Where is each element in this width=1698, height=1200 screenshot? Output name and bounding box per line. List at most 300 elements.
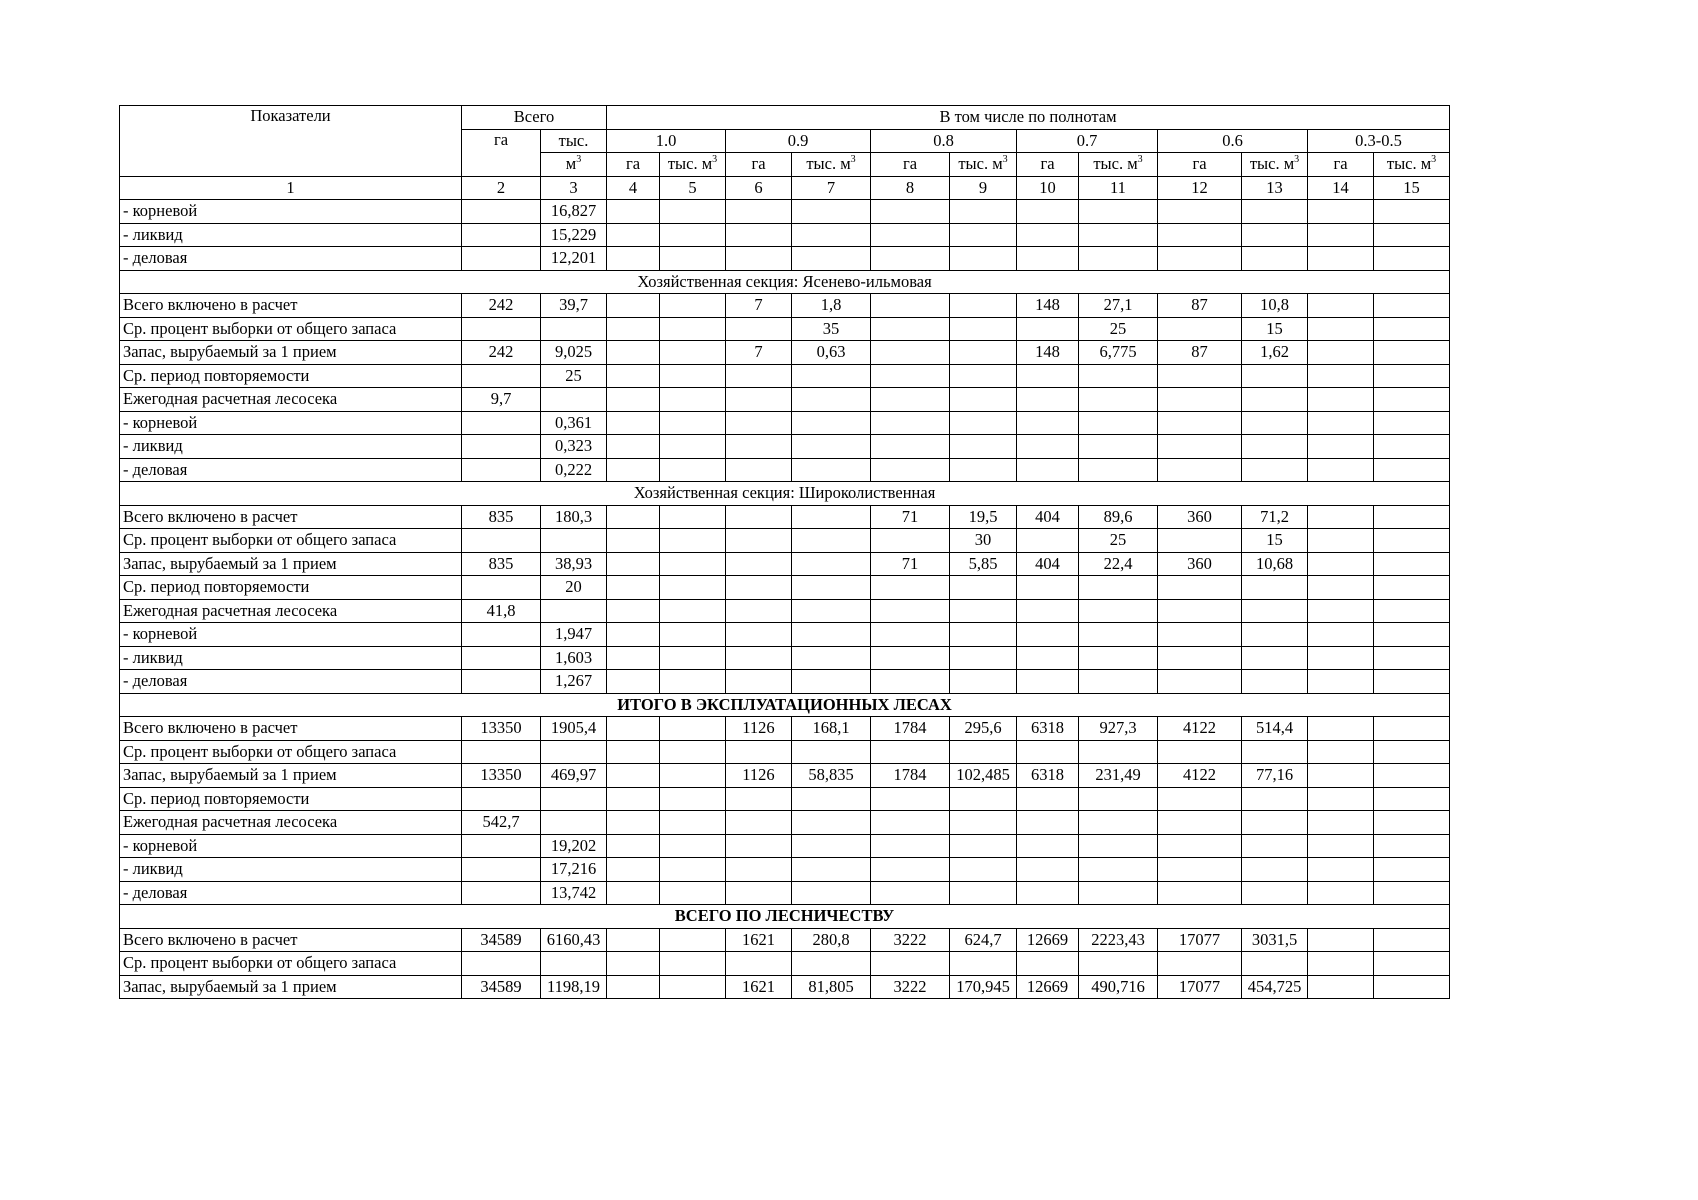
table-cell [660, 599, 726, 623]
table-cell [1158, 858, 1242, 882]
table-cell [1158, 670, 1242, 694]
table-cell [950, 599, 1017, 623]
table-cell [660, 552, 726, 576]
table-cell [1017, 247, 1079, 271]
table-cell [1242, 599, 1308, 623]
table-cell: 1,603 [541, 646, 607, 670]
table-cell: 180,3 [541, 505, 607, 529]
subheader-tys-m3 [950, 153, 1017, 177]
table-cell [950, 811, 1017, 835]
table-cell: 12669 [1017, 928, 1079, 952]
table-cell: 1784 [871, 717, 950, 741]
table-row [120, 952, 1450, 976]
table-cell [726, 834, 792, 858]
table-cell [726, 670, 792, 694]
table-cell [1242, 458, 1308, 482]
table-cell [1374, 200, 1450, 224]
table-row [120, 388, 1450, 412]
table-cell: 58,835 [792, 764, 871, 788]
table-cell [792, 435, 871, 459]
table-cell [607, 928, 660, 952]
table-cell: 295,6 [950, 717, 1017, 741]
table-cell [950, 247, 1017, 271]
table-cell [950, 317, 1017, 341]
row-label: Запас, вырубаемый за 1 прием [120, 975, 462, 999]
table-cell [660, 740, 726, 764]
row-label: - деловая [120, 247, 462, 271]
table-cell: 1126 [726, 764, 792, 788]
table-cell: 148 [1017, 294, 1079, 318]
table-cell [726, 576, 792, 600]
table-cell [1374, 505, 1450, 529]
table-cell [950, 411, 1017, 435]
table-cell: 835 [462, 552, 541, 576]
table-cell [1017, 529, 1079, 553]
header-total-m3: $м^3$ [541, 153, 607, 177]
table-cell [950, 670, 1017, 694]
table-cell [1158, 646, 1242, 670]
table-cell: 3031,5 [1242, 928, 1308, 952]
table-row [120, 881, 1450, 905]
table-cell [1308, 952, 1374, 976]
table-cell [871, 670, 950, 694]
table-cell [1242, 670, 1308, 694]
table-cell [1079, 200, 1158, 224]
table-row [120, 529, 1450, 553]
table-cell [871, 247, 950, 271]
table-cell [1308, 858, 1374, 882]
table-cell [1374, 952, 1450, 976]
table-cell [1158, 388, 1242, 412]
table-cell [792, 787, 871, 811]
table-cell [726, 223, 792, 247]
table-cell [1079, 811, 1158, 835]
table-cell [1308, 928, 1374, 952]
table-cell [1079, 388, 1158, 412]
table-cell [462, 858, 541, 882]
table-cell [607, 505, 660, 529]
table-row [120, 623, 1450, 647]
table-cell: 6318 [1017, 717, 1079, 741]
table-cell: 1,267 [541, 670, 607, 694]
table-cell [660, 646, 726, 670]
table-cell [1308, 317, 1374, 341]
table-cell [1308, 787, 1374, 811]
table-cell [1242, 834, 1308, 858]
table-row [120, 834, 1450, 858]
table-row [120, 787, 1450, 811]
table-cell: 404 [1017, 505, 1079, 529]
table-cell [660, 458, 726, 482]
table-cell [660, 247, 726, 271]
table-row [120, 317, 1450, 341]
table-cell [1242, 200, 1308, 224]
table-cell [1017, 670, 1079, 694]
table-cell [726, 200, 792, 224]
table-cell [1374, 435, 1450, 459]
column-number: 3 [541, 176, 607, 200]
row-label: - корневой [120, 200, 462, 224]
subheader-tys-m3 [1242, 153, 1308, 177]
table-cell [1158, 787, 1242, 811]
table-cell [792, 458, 871, 482]
superscript-3: 3 [1002, 154, 1008, 166]
subheader-tys-m3 [792, 153, 871, 177]
table-cell [1242, 364, 1308, 388]
table-cell [607, 341, 660, 365]
table-cell [1308, 458, 1374, 482]
table-cell [871, 223, 950, 247]
table-cell [950, 646, 1017, 670]
table-cell: 1621 [726, 975, 792, 999]
table-cell [1242, 247, 1308, 271]
row-label: Ср. процент выборки от общего запаса [120, 317, 462, 341]
table-cell [1017, 623, 1079, 647]
table-cell [660, 811, 726, 835]
column-number: 9 [950, 176, 1017, 200]
table-cell [1242, 740, 1308, 764]
table-cell [607, 576, 660, 600]
table-cell [726, 388, 792, 412]
table-cell [1017, 811, 1079, 835]
table-cell: 27,1 [1079, 294, 1158, 318]
table-cell [1374, 834, 1450, 858]
table-row [120, 552, 1450, 576]
table-row [120, 646, 1450, 670]
table-cell [541, 317, 607, 341]
table-cell [1079, 787, 1158, 811]
table-cell: 6160,43 [541, 928, 607, 952]
table-cell [726, 552, 792, 576]
table-cell [950, 458, 1017, 482]
row-label: - деловая [120, 881, 462, 905]
header-group-0-8: 0.8 [871, 129, 1017, 153]
column-number: 10 [1017, 176, 1079, 200]
table-cell: 15 [1242, 317, 1308, 341]
table-cell [1242, 623, 1308, 647]
table-cell [871, 341, 950, 365]
superscript-3: 3 [1294, 154, 1300, 166]
table-cell [1308, 529, 1374, 553]
table-cell [660, 670, 726, 694]
subheader-tys-m3 [1374, 153, 1450, 177]
header-vsego: Всего [462, 106, 607, 130]
table-cell [660, 505, 726, 529]
table-cell [607, 529, 660, 553]
subheader-ga: га [726, 153, 792, 177]
table-cell [726, 435, 792, 459]
subheader-tys-m3-text: тыс. м [958, 154, 1003, 174]
subheader-tys-m3 [660, 153, 726, 177]
row-label: - деловая [120, 670, 462, 694]
table-cell [1374, 529, 1450, 553]
row-label: Ежегодная расчетная лесосека [120, 599, 462, 623]
table-cell: 1784 [871, 764, 950, 788]
table-cell [462, 435, 541, 459]
table-cell [950, 200, 1017, 224]
table-cell [462, 740, 541, 764]
row-label: Ср. период повторяемости [120, 787, 462, 811]
table-cell: 30 [950, 529, 1017, 553]
table-cell [871, 294, 950, 318]
section-title: Хозяйственная секция: Ясенево-ильмовая [120, 270, 1450, 294]
table-cell [1374, 811, 1450, 835]
table-cell [462, 529, 541, 553]
row-label: Всего включено в расчет [120, 928, 462, 952]
subheader-ga: га [607, 153, 660, 177]
table-cell: 17,216 [541, 858, 607, 882]
subheader-ga: га [1017, 153, 1079, 177]
table-cell [792, 505, 871, 529]
row-label: Ср. процент выборки от общего запаса [120, 952, 462, 976]
table-cell: 927,3 [1079, 717, 1158, 741]
table-cell [462, 646, 541, 670]
table-cell [1079, 834, 1158, 858]
table-cell: 231,49 [1079, 764, 1158, 788]
table-cell [1374, 764, 1450, 788]
table-cell [660, 717, 726, 741]
table-cell [660, 341, 726, 365]
table-cell [462, 787, 541, 811]
table-cell [607, 811, 660, 835]
table-cell [607, 200, 660, 224]
table-row [120, 458, 1450, 482]
row-label: Ежегодная расчетная лесосека [120, 811, 462, 835]
table-cell: 17077 [1158, 928, 1242, 952]
table-cell: 13350 [462, 764, 541, 788]
table-cell [1017, 200, 1079, 224]
table-body [120, 106, 1450, 999]
table-cell [950, 294, 1017, 318]
table-cell [1079, 740, 1158, 764]
column-number: 4 [607, 176, 660, 200]
table-cell: 0,323 [541, 435, 607, 459]
section-title: ВСЕГО ПО ЛЕСНИЧЕСТВУ [120, 905, 1450, 929]
table-cell: 25 [1079, 317, 1158, 341]
table-cell: 3222 [871, 928, 950, 952]
table-cell [1158, 223, 1242, 247]
header-group-0-3-0-5: 0.3-0.5 [1308, 129, 1450, 153]
row-label: Всего включено в расчет [120, 505, 462, 529]
table-cell [1308, 223, 1374, 247]
table-cell [1079, 599, 1158, 623]
table-cell [462, 223, 541, 247]
column-number: 6 [726, 176, 792, 200]
table-cell [1158, 576, 1242, 600]
table-cell [1158, 811, 1242, 835]
table-cell [1158, 458, 1242, 482]
table-cell [660, 623, 726, 647]
row-label: Запас, вырубаемый за 1 прием [120, 764, 462, 788]
column-number: 11 [1079, 176, 1158, 200]
table-cell: 34589 [462, 975, 541, 999]
table-cell [726, 787, 792, 811]
table-cell [1308, 576, 1374, 600]
column-number: 5 [660, 176, 726, 200]
table-cell [607, 646, 660, 670]
table-cell [660, 435, 726, 459]
table-cell [792, 388, 871, 412]
table-cell: 624,7 [950, 928, 1017, 952]
table-row [120, 411, 1450, 435]
table-cell [1374, 388, 1450, 412]
table-cell [792, 576, 871, 600]
table-cell [1242, 858, 1308, 882]
table-cell [607, 247, 660, 271]
table-cell [660, 834, 726, 858]
table-cell [1308, 505, 1374, 529]
table-row [120, 200, 1450, 224]
table-cell: 469,97 [541, 764, 607, 788]
column-number: 2 [462, 176, 541, 200]
table-cell [1374, 975, 1450, 999]
section-header-row [120, 693, 1450, 717]
table-cell [1308, 341, 1374, 365]
table-cell: 12669 [1017, 975, 1079, 999]
table-cell [607, 858, 660, 882]
table-cell: 490,716 [1079, 975, 1158, 999]
table-cell [1308, 599, 1374, 623]
table-cell [1158, 247, 1242, 271]
table-cell [871, 411, 950, 435]
table-cell: 35 [792, 317, 871, 341]
table-cell [950, 740, 1017, 764]
row-label: - ликвид [120, 435, 462, 459]
table-cell: 1905,4 [541, 717, 607, 741]
column-number: 7 [792, 176, 871, 200]
table-row [120, 928, 1450, 952]
table-row [120, 435, 1450, 459]
table-cell [950, 364, 1017, 388]
table-cell [726, 505, 792, 529]
table-cell [541, 529, 607, 553]
table-row [120, 975, 1450, 999]
table-cell [1374, 623, 1450, 647]
table-cell [1242, 811, 1308, 835]
table-cell: 16,827 [541, 200, 607, 224]
table-cell [1158, 881, 1242, 905]
table-cell [607, 458, 660, 482]
table-cell [726, 411, 792, 435]
subheader-ga: га [1158, 153, 1242, 177]
row-label: - деловая [120, 458, 462, 482]
table-cell [792, 599, 871, 623]
table-cell [607, 787, 660, 811]
table-row [120, 223, 1450, 247]
table-row [120, 505, 1450, 529]
table-cell [1374, 317, 1450, 341]
subheader-tys-m3-text: тыс. м [1249, 154, 1295, 174]
table-cell [792, 223, 871, 247]
table-cell [950, 341, 1017, 365]
table-cell [462, 458, 541, 482]
table-cell: 0,63 [792, 341, 871, 365]
table-cell [660, 858, 726, 882]
table-cell [541, 811, 607, 835]
row-label: Ср. период повторяемости [120, 576, 462, 600]
table-cell [462, 623, 541, 647]
table-cell [871, 529, 950, 553]
table-cell [660, 764, 726, 788]
row-label: - ликвид [120, 646, 462, 670]
subheader-tys-m3-text: тыс. м [1093, 154, 1138, 174]
table-cell [462, 247, 541, 271]
table-cell [950, 834, 1017, 858]
table-cell [1158, 952, 1242, 976]
table-cell [607, 317, 660, 341]
table-cell [462, 670, 541, 694]
table-cell [1017, 388, 1079, 412]
table-cell: 1198,19 [541, 975, 607, 999]
table-cell [1374, 670, 1450, 694]
table-cell [462, 364, 541, 388]
table-cell [1079, 247, 1158, 271]
table-cell [1242, 646, 1308, 670]
table-cell [660, 881, 726, 905]
table-cell [541, 740, 607, 764]
table-cell [1374, 646, 1450, 670]
table-cell: 148 [1017, 341, 1079, 365]
row-label: - корневой [120, 834, 462, 858]
column-number: 12 [1158, 176, 1242, 200]
table-cell [1308, 200, 1374, 224]
table-cell: 39,7 [541, 294, 607, 318]
table-cell: 2223,43 [1079, 928, 1158, 952]
table-cell [950, 858, 1017, 882]
table-cell [607, 881, 660, 905]
table-cell [1374, 552, 1450, 576]
table-cell [462, 317, 541, 341]
table-cell [950, 881, 1017, 905]
table-cell [1158, 317, 1242, 341]
table-cell [1079, 364, 1158, 388]
table-cell [541, 787, 607, 811]
table-cell [871, 740, 950, 764]
table-cell [660, 200, 726, 224]
section-title: Хозяйственная секция: Широколиственная [120, 482, 1450, 506]
column-number: 13 [1242, 176, 1308, 200]
superscript-3: 3 [712, 154, 718, 166]
table-cell [1308, 881, 1374, 905]
table-cell: 1126 [726, 717, 792, 741]
table-cell [607, 435, 660, 459]
table-cell [1158, 623, 1242, 647]
row-label: Всего включено в расчет [120, 717, 462, 741]
table-cell [1017, 576, 1079, 600]
table-cell [607, 623, 660, 647]
table-cell [660, 388, 726, 412]
table-cell [871, 952, 950, 976]
table-cell [871, 646, 950, 670]
subheader-ga: га [871, 153, 950, 177]
table-cell [950, 435, 1017, 459]
table-cell [1017, 881, 1079, 905]
table-cell [1079, 952, 1158, 976]
table-cell [726, 952, 792, 976]
superscript-3: 3 [850, 154, 856, 166]
table-cell [1017, 364, 1079, 388]
table-cell [1158, 529, 1242, 553]
table-cell [462, 952, 541, 976]
table-cell [1374, 881, 1450, 905]
table-cell: 0,222 [541, 458, 607, 482]
table-row [120, 576, 1450, 600]
table-cell: 13,742 [541, 881, 607, 905]
table-cell: 19,5 [950, 505, 1017, 529]
table-cell [1308, 435, 1374, 459]
table-cell [1242, 388, 1308, 412]
table-cell [871, 858, 950, 882]
